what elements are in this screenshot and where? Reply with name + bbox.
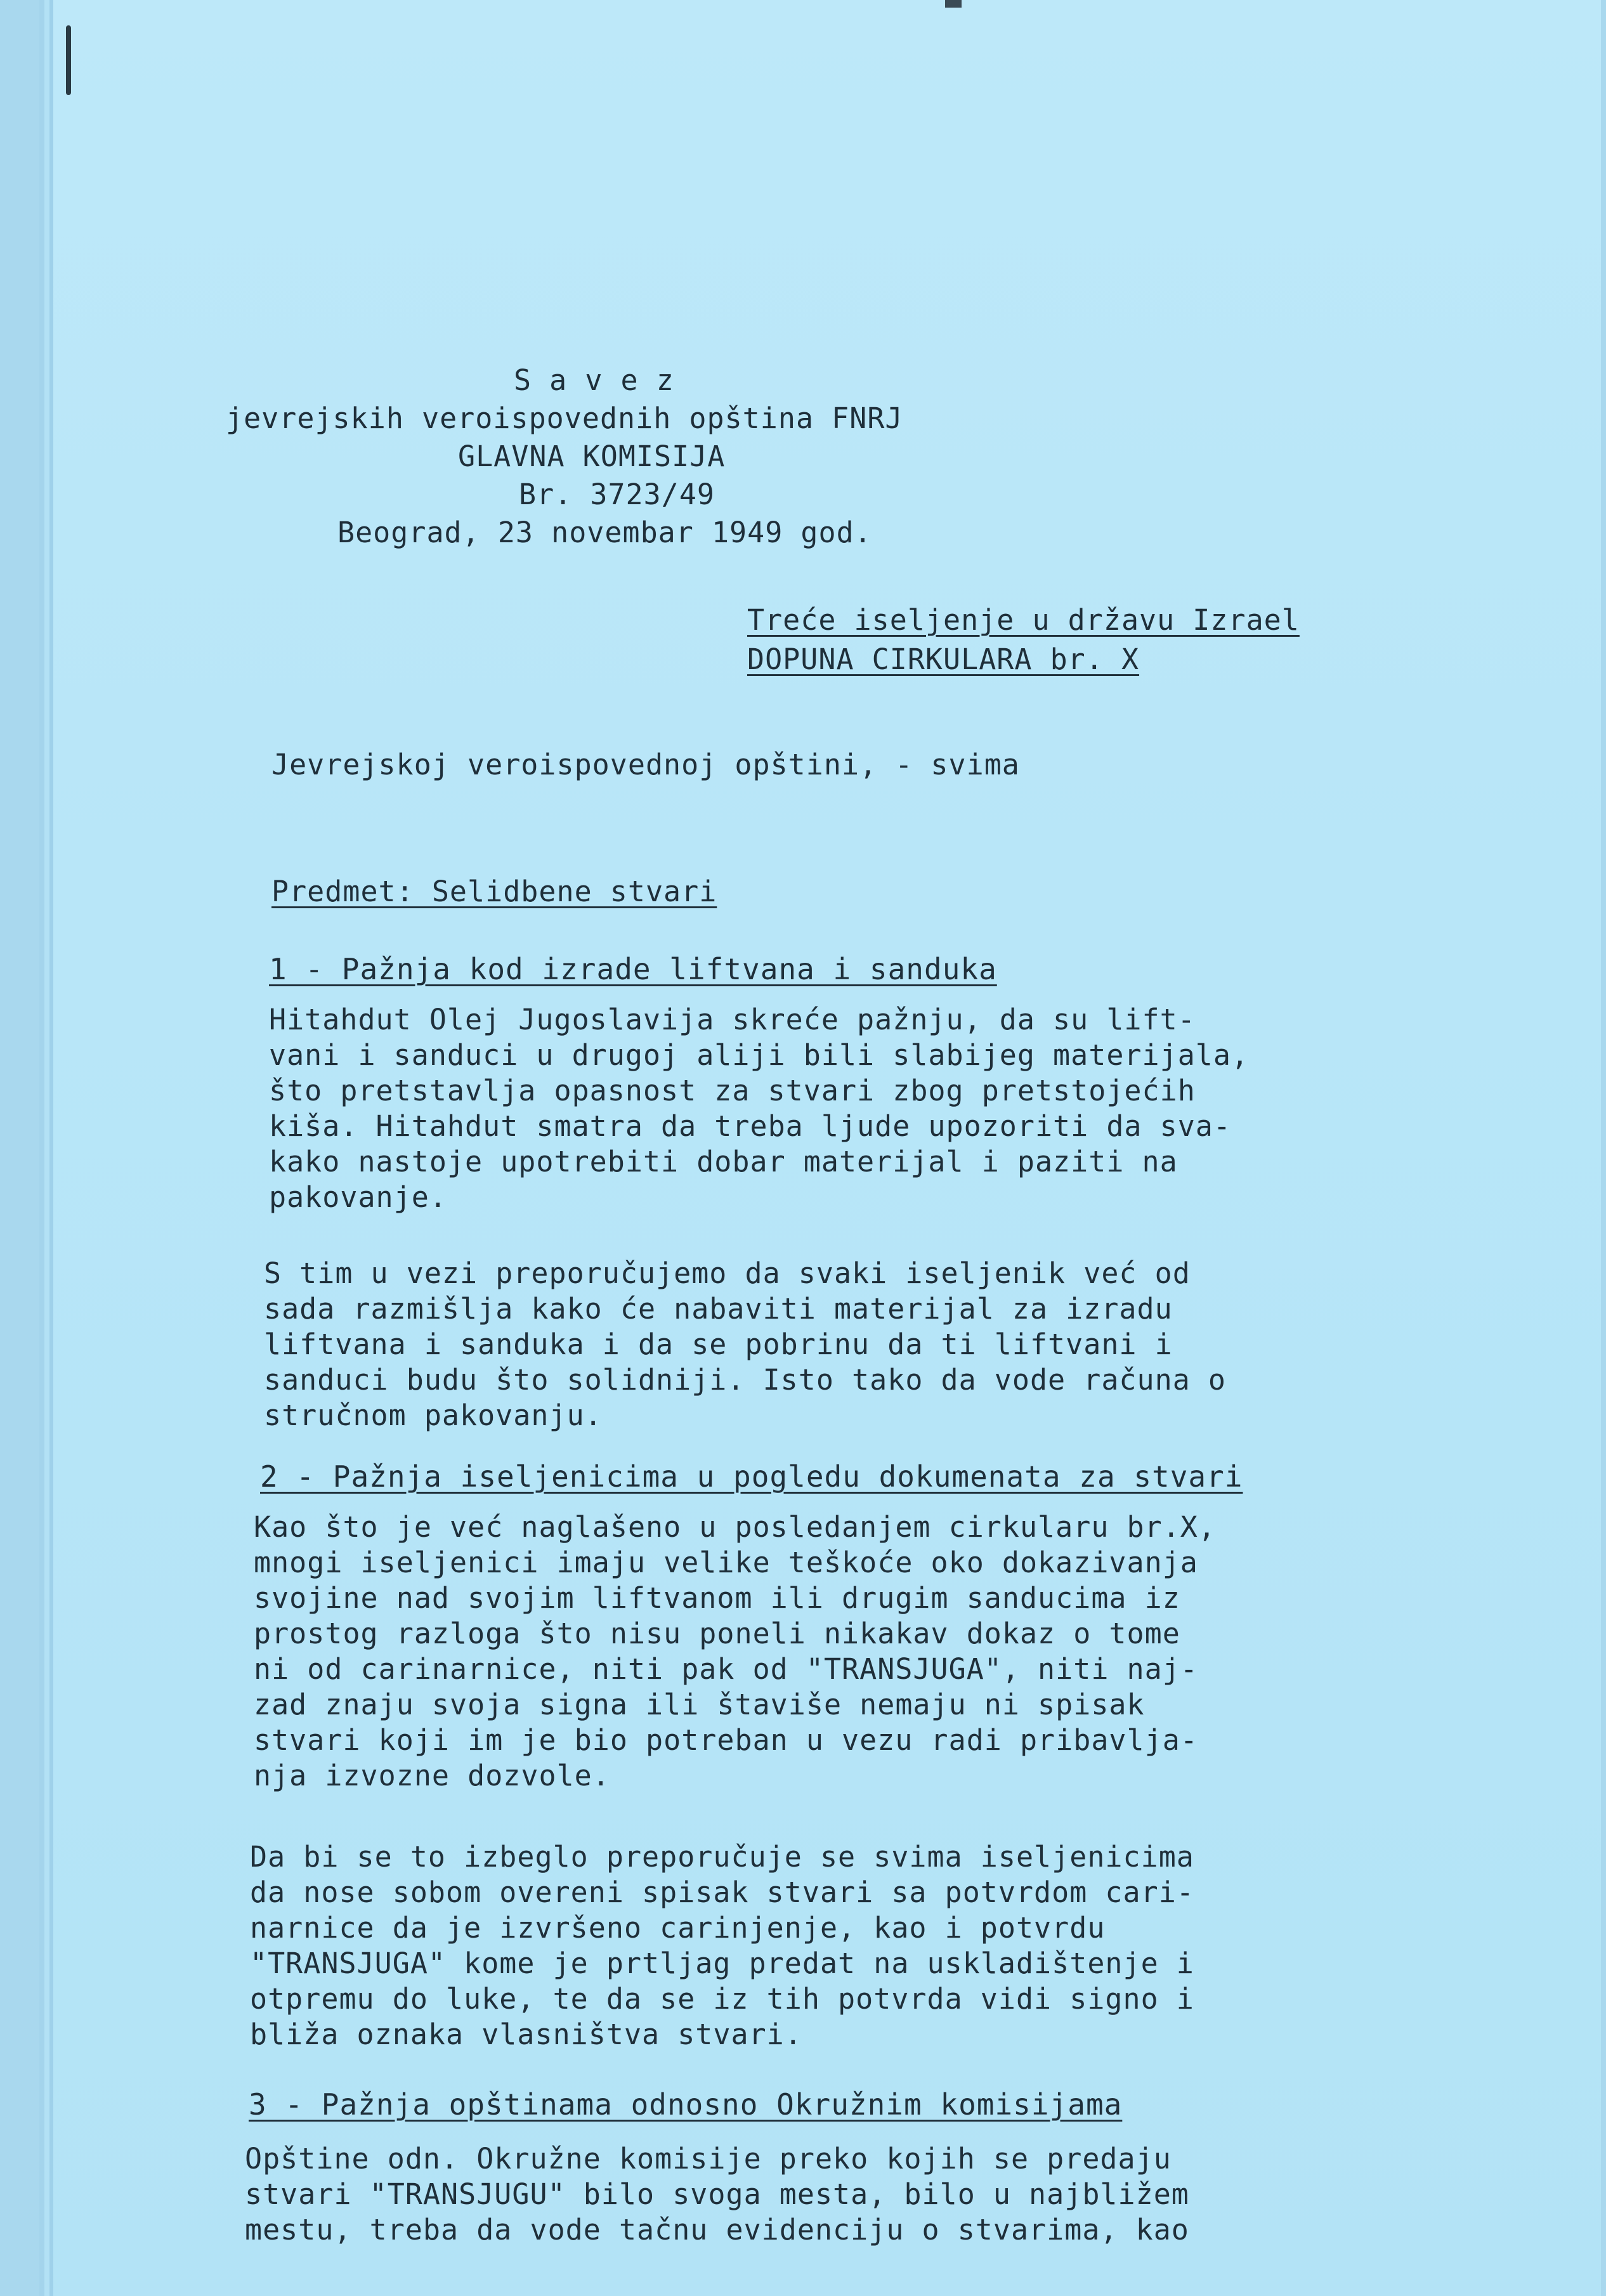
section-1-p2-line: sada razmišlja kako će nabaviti materijal za izradu bbox=[264, 1292, 1173, 1326]
letterhead-org: jevrejskih veroispovednih opština FNRJ bbox=[226, 401, 903, 435]
subject-circular: DOPUNA CIRKULARA br. X bbox=[747, 642, 1140, 676]
section-2-p1-line: ni od carinarnice, niti pak od "TRANSJUGA", niti naj- bbox=[254, 1652, 1198, 1686]
section-2-p1-line: stvari koji im je bio potreban u vezu radi pribavlja- bbox=[254, 1723, 1198, 1757]
subject-predmet: Predmet: Selidbene stvari bbox=[271, 875, 717, 908]
section-2-p2-line: Da bi se to izbeglo preporučuje se svima iseljenicima bbox=[250, 1840, 1194, 1874]
section-1-p1-line: što pretstavlja opasnost za stvari zbog pretstojećih bbox=[269, 1074, 1196, 1107]
section-1-p2-line: stručnom pakovanju. bbox=[264, 1399, 603, 1432]
section-1-p2-line: sanduci budu što solidniji. Isto tako da vode računa o bbox=[264, 1363, 1226, 1397]
section-3-p1-line: mestu, treba da vode tačnu evidenciju o stvarima, kao bbox=[245, 2213, 1189, 2247]
section-2-p1-line: zad znaju svoja signa ili štaviše nemaju ni spisak bbox=[254, 1688, 1145, 1721]
section-2-heading: 2 - Pažnja iseljenicima u pogledu dokumenata za stvari bbox=[260, 1459, 1243, 1494]
section-1-p1-line: pakovanje. bbox=[269, 1180, 447, 1214]
letterhead-place-date: Beograd, 23 novembar 1949 god. bbox=[337, 516, 872, 549]
section-2-p2-line: bliža oznaka vlasništva stvari. bbox=[250, 2018, 802, 2051]
letterhead-number: Br. 3723/49 bbox=[519, 478, 715, 511]
letterhead-commission: GLAVNA KOMISIJA bbox=[458, 440, 726, 473]
section-2-p2-line: da nose sobom overeni spisak stvari sa potvrdom cari- bbox=[250, 1875, 1194, 1909]
section-3-p1-line: Opštine odn. Okružne komisije preko kojih se predaju bbox=[245, 2142, 1172, 2175]
section-2-p2-line: narnice da je izvršeno carinjenje, kao i potvrdu bbox=[250, 1911, 1106, 1945]
section-1-p1-line: kako nastoje upotrebiti dobar materijal i paziti na bbox=[269, 1145, 1178, 1178]
section-1-p1-line: Hitahdut Olej Jugoslavija skreće pažnju, da su lift- bbox=[269, 1003, 1196, 1036]
section-2-p1-line: svojine nad svojim liftvanom ili drugim sanducima iz bbox=[254, 1581, 1180, 1615]
section-2-p1-line: mnogi iseljenici imaju velike teškoće oko dokazivanja bbox=[254, 1546, 1198, 1579]
section-1-p1-line: kiša. Hitahdut smatra da treba ljude upozoriti da sva- bbox=[269, 1109, 1231, 1143]
section-2-p2-line: "TRANSJUGA" kome je prtljag predat na uskladištenje i bbox=[250, 1947, 1194, 1980]
section-2-p1-line: nja izvozne dozvole. bbox=[254, 1759, 610, 1792]
section-3-p1-line: stvari "TRANSJUGU" bilo svoga mesta, bilo u najbližem bbox=[245, 2177, 1189, 2211]
section-2-p1-line: Kao što je već naglašeno u posledanjem cirkularu br.X, bbox=[254, 1510, 1216, 1544]
section-1-heading: 1 - Pažnja kod izrade liftvana i sanduka bbox=[269, 952, 997, 986]
section-1-p2-line: liftvana i sanduka i da se pobrinu da ti liftvani i bbox=[264, 1327, 1173, 1361]
section-3-heading: 3 - Pažnja opštinama odnosno Okružnim komisijama bbox=[249, 2087, 1123, 2122]
addressee: Jevrejskoj veroispovednoj opštini, - svima bbox=[271, 748, 1020, 781]
section-1-p1-line: vani i sanduci u drugoj aliji bili slabijeg materijala, bbox=[269, 1038, 1250, 1072]
staple-mark bbox=[945, 0, 962, 8]
letterhead-savez: S a v e z bbox=[514, 363, 674, 397]
subject-title: Treće iseljenje u državu Izrael bbox=[747, 603, 1300, 637]
section-1-p2-line: S tim u vezi preporučujemo da svaki iseljenik već od bbox=[264, 1256, 1191, 1290]
section-2-p2-line: otpremu do luke, te da se iz tih potvrda vidi signo i bbox=[250, 1982, 1194, 2016]
paper-edge-mark bbox=[66, 25, 71, 95]
section-2-p1-line: prostog razloga što nisu poneli nikakav dokaz o tome bbox=[254, 1617, 1180, 1650]
